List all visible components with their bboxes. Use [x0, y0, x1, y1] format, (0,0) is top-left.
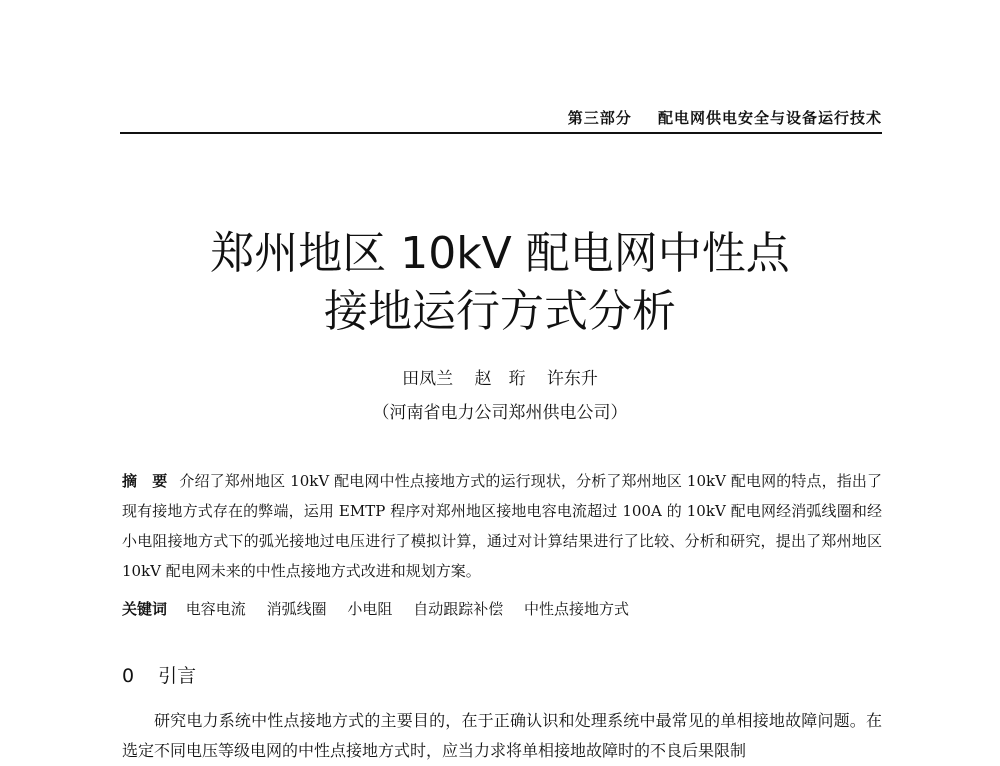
- keyword: 电容电流: [185, 600, 246, 618]
- header-rule: [120, 132, 882, 134]
- section-heading: [122, 661, 196, 688]
- keyword: 小电阻: [347, 600, 393, 618]
- keyword: 中性点接地方式: [523, 600, 629, 618]
- keyword: 消弧线圈: [266, 600, 327, 618]
- author-name: 许东升: [546, 369, 598, 389]
- running-header-part: 第三部分: [567, 109, 632, 127]
- abstract: [122, 466, 882, 586]
- running-header-section: 配电网供电安全与设备运行技术: [657, 109, 882, 127]
- paper-title: [0, 225, 1000, 341]
- abstract-text: 介绍了郑州地区 10kV 配电网中性点接地方式的运行现状，分析了郑州地区 10kV 配电网的特点，指出了现有接地方式存在的弊端，运用 EMTP 程序对郑州地区接地电容电流超过 100A 的 10kV 配电网经消弧线圈和经小电阻接地方式下的弧光接地过电压进行了模拟计算，通过对计算结果进行了比较、分析和研究，提出了郑州地区 10kV 配电网未来的中性点接地方式改进和规划方案。: [122, 472, 882, 580]
- author-name: 赵 珩: [474, 369, 526, 389]
- keyword: 自动跟踪补偿: [413, 600, 504, 618]
- title-line-1: 郑州地区 10kV 配电网中性点: [210, 228, 790, 279]
- abstract-label: 摘 要: [122, 472, 168, 490]
- title-line-2: 接地运行方式分析: [324, 286, 676, 337]
- author-list: [0, 364, 1000, 389]
- keywords: [122, 594, 882, 624]
- affiliation: （河南省电力公司郑州供电公司）: [372, 403, 628, 423]
- section-number: 0: [122, 665, 135, 687]
- author-name: 田凤兰: [402, 369, 454, 389]
- keywords-label: 关键词: [122, 600, 168, 618]
- running-header: [568, 107, 882, 128]
- section-title: 引言: [158, 665, 197, 687]
- body-paragraph: 研究电力系统中性点接地方式的主要目的，在于正确认识和处理系统中最常见的单相接地故障问题。在选定不同电压等级电网的中性点接地方式时，应当力求将单相接地故障时的不良后果限制: [122, 711, 882, 760]
